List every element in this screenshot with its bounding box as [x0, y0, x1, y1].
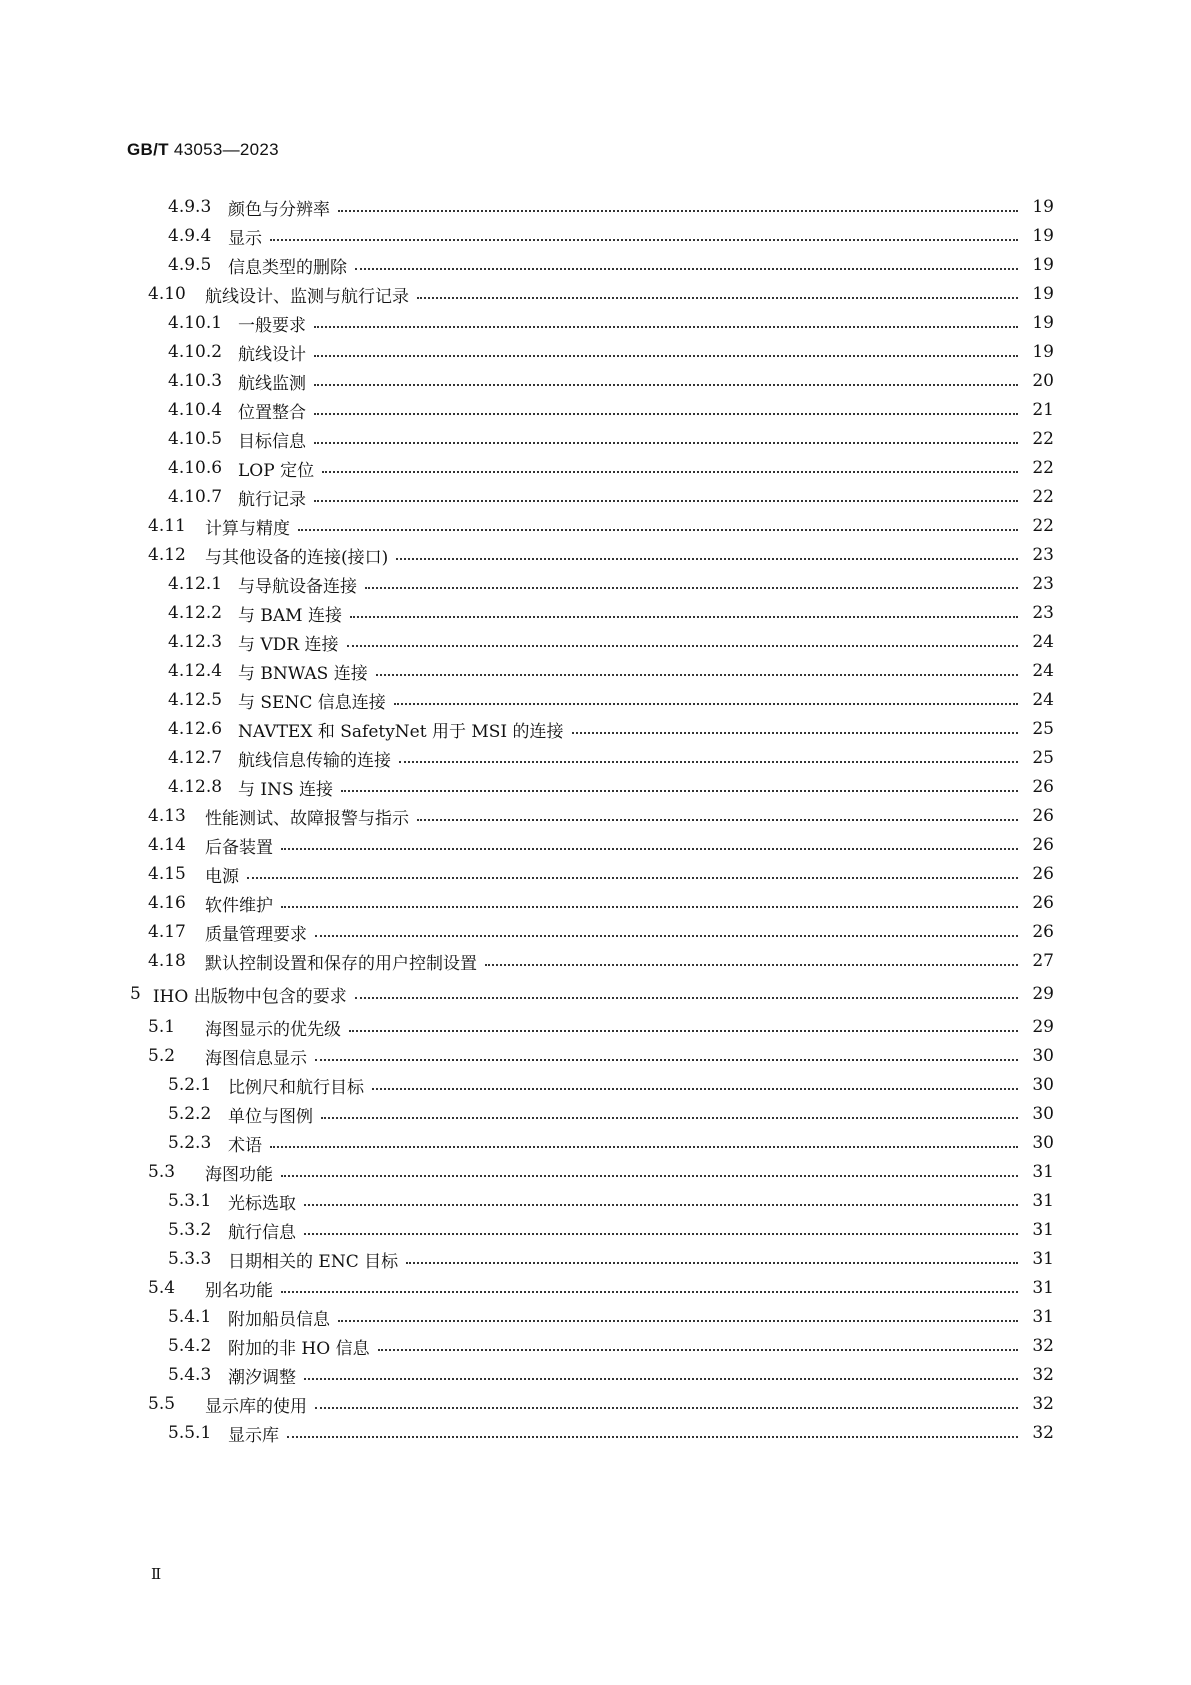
toc-entry-number: 4.10.1 [168, 313, 223, 333]
toc-entry-title: 目标信息 [238, 431, 306, 452]
toc-entry[interactable] [0, 688, 1191, 712]
dot-leader [399, 761, 1018, 763]
toc-entry-page: 26 [1032, 864, 1054, 884]
dot-leader [315, 1059, 1018, 1061]
toc-entry-number: 4.12.1 [168, 574, 223, 594]
page-number: Ⅱ [151, 1565, 162, 1583]
toc-entry-page: 22 [1032, 487, 1054, 507]
standard-code: 43053—2023 [173, 140, 279, 159]
toc-entry-title: 信息类型的删除 [228, 257, 347, 278]
toc-entry-title: 日期相关的 ENC 目标 [228, 1251, 399, 1272]
toc-entry-number: 4.12.2 [168, 603, 223, 623]
dot-leader [349, 1030, 1018, 1032]
toc-entry[interactable] [0, 1276, 1191, 1300]
dot-leader [314, 326, 1018, 328]
toc-entry-title: 与 SENC 信息连接 [238, 692, 386, 713]
toc-entry-title: 显示库 [228, 1425, 279, 1446]
toc-entry-number: 4.14 [148, 835, 186, 855]
toc-entry-number: 5.4 [148, 1278, 176, 1298]
dot-leader [315, 935, 1018, 937]
toc-entry-page: 23 [1032, 545, 1054, 565]
toc-entry-page: 22 [1032, 429, 1054, 449]
toc-entry[interactable] [0, 891, 1191, 915]
toc-entry[interactable] [0, 1392, 1191, 1416]
toc-entry-number: 5.5.1 [168, 1423, 212, 1443]
toc-entry[interactable] [0, 1102, 1191, 1126]
toc-entry-number: 4.12 [148, 545, 186, 565]
toc-entry[interactable] [0, 1247, 1191, 1271]
toc-entry-page: 31 [1032, 1307, 1054, 1327]
toc-entry-page: 24 [1032, 661, 1054, 681]
dot-leader [338, 1320, 1018, 1322]
dot-leader [378, 1349, 1018, 1351]
toc-entry-number: 5.2.2 [168, 1104, 212, 1124]
toc-entry-number: 5.3.3 [168, 1249, 212, 1269]
toc-entry-number: 4.9.4 [168, 226, 212, 246]
toc-entry-number: 4.15 [148, 864, 186, 884]
dot-leader [314, 384, 1018, 386]
dot-leader [338, 210, 1018, 212]
dot-leader [372, 1088, 1018, 1090]
dot-leader [314, 442, 1018, 444]
toc-entry[interactable] [0, 253, 1191, 277]
toc-entry-title: 航行记录 [238, 489, 306, 510]
toc-entry-title: 颜色与分辨率 [228, 199, 330, 220]
toc-entry-page: 32 [1032, 1336, 1054, 1356]
toc-entry-page: 30 [1032, 1046, 1054, 1066]
dot-leader [314, 413, 1018, 415]
toc-entry[interactable] [0, 833, 1191, 857]
toc-entry-number: 4.10.7 [168, 487, 223, 507]
toc-entry-number: 5.1 [148, 1017, 176, 1037]
toc-entry[interactable] [0, 630, 1191, 654]
toc-entry-page: 19 [1032, 226, 1054, 246]
toc-entry-title: 海图显示的优先级 [205, 1019, 341, 1040]
toc-entry-page: 30 [1032, 1104, 1054, 1124]
toc-entry-page: 31 [1032, 1249, 1054, 1269]
toc-entry[interactable] [0, 1334, 1191, 1358]
dot-leader [304, 1378, 1018, 1380]
toc-entry[interactable] [0, 543, 1191, 567]
dot-leader [314, 500, 1018, 502]
dot-leader [298, 529, 1018, 531]
toc-entry-number: 4.9.3 [168, 197, 212, 217]
toc-entry-title: 位置整合 [238, 402, 306, 423]
toc-entry-page: 32 [1032, 1423, 1054, 1443]
document-header [127, 140, 279, 160]
toc-entry[interactable] [0, 1218, 1191, 1242]
toc-entry-number: 5.3.2 [168, 1220, 212, 1240]
toc-entry-title: 默认控制设置和保存的用户控制设置 [205, 953, 477, 974]
toc-entry[interactable] [0, 1189, 1191, 1213]
toc-entry-number: 4.10.5 [168, 429, 223, 449]
toc-entry-page: 30 [1032, 1133, 1054, 1153]
toc-entry-number: 5.3.1 [168, 1191, 212, 1211]
toc-entry-number: 4.12.5 [168, 690, 223, 710]
dot-leader [321, 1117, 1018, 1119]
toc-entry-page: 26 [1032, 777, 1054, 797]
toc-entry-page: 26 [1032, 835, 1054, 855]
toc-entry-number: 4.11 [148, 516, 186, 536]
toc-entry-number: 4.12.3 [168, 632, 223, 652]
toc-entry[interactable] [0, 485, 1191, 509]
toc-entry[interactable] [0, 1131, 1191, 1155]
toc-entry-title: 航线信息传输的连接 [238, 750, 391, 771]
toc-entry-title: 附加的非 HO 信息 [228, 1338, 370, 1359]
dot-leader [341, 790, 1018, 792]
toc-entry-page: 29 [1032, 984, 1054, 1004]
toc-entry-number: 5.2.1 [168, 1075, 212, 1095]
dot-leader [247, 877, 1018, 879]
toc-entry[interactable] [0, 920, 1191, 944]
toc-entry-number: 4.10.2 [168, 342, 223, 362]
dot-leader [485, 964, 1018, 966]
dot-leader [304, 1233, 1018, 1235]
toc-entry-number: 4.17 [148, 922, 186, 942]
toc-entry-number: 4.10 [148, 284, 186, 304]
dot-leader [281, 906, 1018, 908]
toc-entry-title: 显示库的使用 [205, 1396, 307, 1417]
dot-leader [572, 732, 1018, 734]
dot-leader [304, 1204, 1018, 1206]
toc-entry-title: 与导航设备连接 [238, 576, 357, 597]
toc-entry[interactable] [0, 949, 1191, 973]
dot-leader [270, 239, 1018, 241]
toc-entry-page: 31 [1032, 1220, 1054, 1240]
toc-entry-title: 术语 [228, 1135, 262, 1156]
toc-entry-title: 计算与精度 [205, 518, 290, 539]
toc-entry-page: 31 [1032, 1278, 1054, 1298]
toc-entry[interactable] [0, 1305, 1191, 1329]
toc-entry[interactable] [0, 572, 1191, 596]
toc-entry-page: 30 [1032, 1075, 1054, 1095]
toc-entry-page: 26 [1032, 893, 1054, 913]
dot-leader [350, 616, 1018, 618]
toc-entry-page: 32 [1032, 1365, 1054, 1385]
toc-entry-page: 32 [1032, 1394, 1054, 1414]
toc-entry-title: 单位与图例 [228, 1106, 313, 1127]
dot-leader [281, 1291, 1018, 1293]
toc-entry[interactable] [0, 1073, 1191, 1097]
dot-leader [347, 645, 1018, 647]
toc-entry-number: 4.16 [148, 893, 186, 913]
toc-entry[interactable] [0, 1421, 1191, 1445]
toc-entry-title: 一般要求 [238, 315, 306, 336]
toc-entry-number: 4.13 [148, 806, 186, 826]
toc-entry-title: 电源 [205, 866, 239, 887]
dot-leader [365, 587, 1018, 589]
toc-entry-number: 5.4.2 [168, 1336, 212, 1356]
toc-entry-title: 比例尺和航行目标 [228, 1077, 364, 1098]
toc-entry-page: 23 [1032, 603, 1054, 623]
toc-entry-page: 25 [1032, 748, 1054, 768]
toc-entry-page: 19 [1032, 313, 1054, 333]
toc-entry-title: 性能测试、故障报警与指示 [205, 808, 409, 829]
toc-entry[interactable] [0, 340, 1191, 364]
dot-leader [355, 997, 1018, 999]
toc-entry[interactable] [0, 1363, 1191, 1387]
toc-entry-number: 5.3 [148, 1162, 176, 1182]
toc-entry[interactable] [0, 659, 1191, 683]
toc-entry[interactable] [0, 1160, 1191, 1184]
toc-entry[interactable] [0, 601, 1191, 625]
toc-entry-title: 海图功能 [205, 1164, 273, 1185]
toc-entry-title: 航线设计 [238, 344, 306, 365]
toc-entry-title: 附加船员信息 [228, 1309, 330, 1330]
toc-entry-title: LOP 定位 [238, 460, 315, 481]
toc-entry[interactable] [0, 514, 1191, 538]
toc-entry-number: 4.9.5 [168, 255, 212, 275]
toc-entry[interactable] [0, 1015, 1191, 1039]
toc-entry-title: 海图信息显示 [205, 1048, 307, 1069]
toc-entry-page: 22 [1032, 458, 1054, 478]
toc-entry-page: 20 [1032, 371, 1054, 391]
toc-entry-number: 5 [130, 984, 141, 1004]
toc-entry-page: 26 [1032, 922, 1054, 942]
dot-leader [281, 1175, 1018, 1177]
toc-entry-title: 软件维护 [205, 895, 273, 916]
toc-entry-page: 19 [1032, 255, 1054, 275]
dot-leader [270, 1146, 1018, 1148]
toc-entry-number: 5.2.3 [168, 1133, 212, 1153]
toc-entry-page: 24 [1032, 632, 1054, 652]
toc-entry-page: 31 [1032, 1191, 1054, 1211]
dot-leader [355, 268, 1018, 270]
toc-entry-page: 31 [1032, 1162, 1054, 1182]
toc-entry[interactable] [0, 282, 1191, 306]
dot-leader [281, 848, 1018, 850]
toc-entry-title: 质量管理要求 [205, 924, 307, 945]
toc-entry-title: NAVTEX 和 SafetyNet 用于 MSI 的连接 [238, 721, 564, 742]
dot-leader [376, 674, 1018, 676]
toc-entry-number: 5.5 [148, 1394, 176, 1414]
toc-entry-title: 别名功能 [205, 1280, 273, 1301]
dot-leader [287, 1436, 1018, 1438]
dot-leader [396, 558, 1018, 560]
toc-entry[interactable] [0, 982, 1191, 1006]
toc-entry-title: 潮汐调整 [228, 1367, 296, 1388]
toc-entry-page: 26 [1032, 806, 1054, 826]
toc-entry-title: 与 BNWAS 连接 [238, 663, 368, 684]
toc-entry-page: 25 [1032, 719, 1054, 739]
toc-entry-title: 航线设计、监测与航行记录 [205, 286, 409, 307]
toc-entry-title: 显示 [228, 228, 262, 249]
toc-entry-page: 24 [1032, 690, 1054, 710]
toc-entry-number: 4.10.4 [168, 400, 223, 420]
toc-entry-number: 5.2 [148, 1046, 176, 1066]
dot-leader [315, 1407, 1018, 1409]
toc-entry-page: 21 [1032, 400, 1054, 420]
toc-entry-number: 4.12.4 [168, 661, 223, 681]
toc-entry-page: 23 [1032, 574, 1054, 594]
toc-entry-page: 27 [1032, 951, 1054, 971]
toc-entry-number: 4.18 [148, 951, 186, 971]
toc-entry[interactable] [0, 862, 1191, 886]
toc-entry-number: 4.12.6 [168, 719, 223, 739]
toc-entry-title: 光标选取 [228, 1193, 296, 1214]
toc-entry-page: 29 [1032, 1017, 1054, 1037]
toc-entry[interactable] [0, 311, 1191, 335]
toc-entry-page: 19 [1032, 197, 1054, 217]
toc-entry-number: 4.10.6 [168, 458, 223, 478]
standard-prefix: GB/T [127, 140, 169, 159]
dot-leader [314, 355, 1018, 357]
toc-entry[interactable] [0, 1044, 1191, 1068]
toc-entry[interactable] [0, 717, 1191, 741]
toc-entry-title: 航线监测 [238, 373, 306, 394]
toc-entry[interactable] [0, 224, 1191, 248]
toc-entry-page: 19 [1032, 342, 1054, 362]
toc-entry-number: 4.12.8 [168, 777, 223, 797]
toc-entry-title: 与 VDR 连接 [238, 634, 339, 655]
dot-leader [417, 297, 1018, 299]
toc-entry-number: 4.12.7 [168, 748, 223, 768]
dot-leader [322, 471, 1018, 473]
toc-entry[interactable] [0, 456, 1191, 480]
toc-entry[interactable] [0, 398, 1191, 422]
dot-leader [417, 819, 1018, 821]
toc-entry-page: 22 [1032, 516, 1054, 536]
toc-entry-title: IHO 出版物中包含的要求 [152, 986, 347, 1007]
dot-leader [406, 1262, 1018, 1264]
toc-entry[interactable] [0, 746, 1191, 770]
toc-entry-title: 与其他设备的连接(接口) [205, 547, 389, 568]
dot-leader [394, 703, 1018, 705]
toc-entry-page: 19 [1032, 284, 1054, 304]
toc-entry-number: 4.10.3 [168, 371, 223, 391]
toc-entry-number: 5.4.1 [168, 1307, 212, 1327]
toc-entry[interactable] [0, 804, 1191, 828]
toc-entry-title: 与 BAM 连接 [238, 605, 342, 626]
toc-entry[interactable] [0, 775, 1191, 799]
toc-entry-title: 航行信息 [228, 1222, 296, 1243]
toc-entry-title: 后备装置 [205, 837, 273, 858]
toc-entry[interactable] [0, 195, 1191, 219]
toc-entry[interactable] [0, 369, 1191, 393]
toc-entry-title: 与 INS 连接 [238, 779, 334, 800]
toc-entry[interactable] [0, 427, 1191, 451]
toc-entry-number: 5.4.3 [168, 1365, 212, 1385]
